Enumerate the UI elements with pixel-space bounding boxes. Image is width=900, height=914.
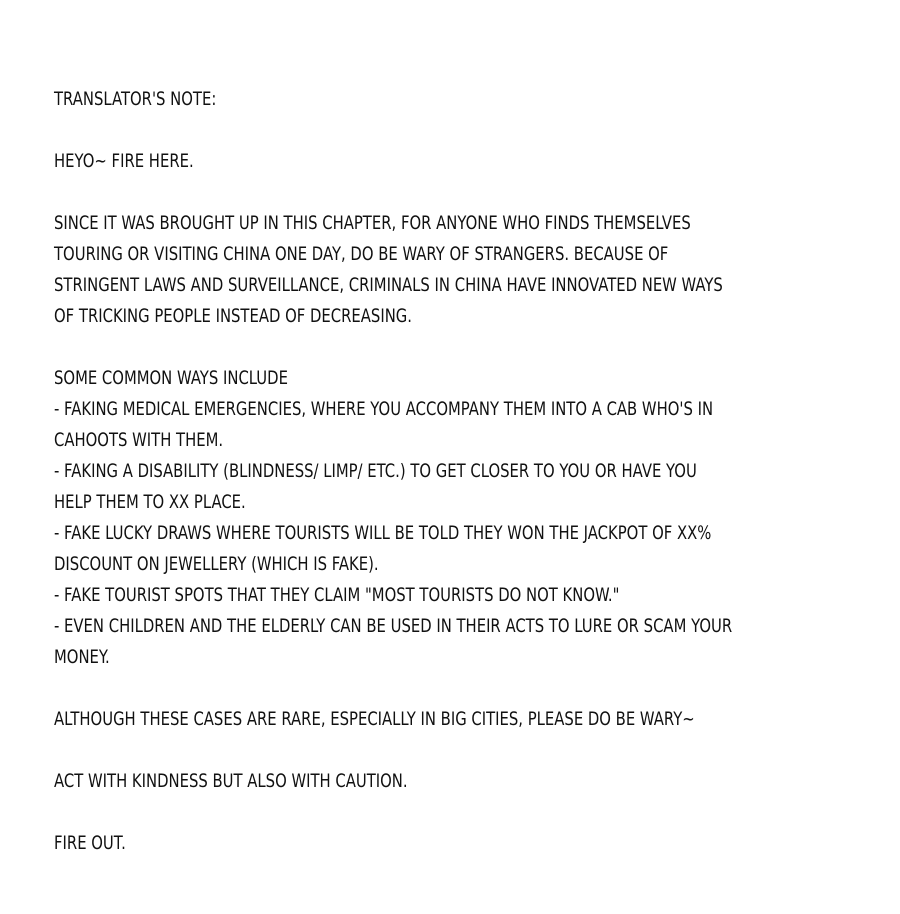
translator-note xyxy=(54,84,733,859)
spacer xyxy=(54,332,678,363)
spacer xyxy=(54,115,678,146)
spacer xyxy=(54,735,678,766)
list-line: HELP THEM TO XX PLACE. xyxy=(54,491,246,513)
paragraph-line: TOURING OR VISITING CHINA ONE DAY, DO BE WARY OF STRANGERS. BECAUSE OF xyxy=(54,243,669,265)
paragraph-line: SINCE IT WAS BROUGHT UP IN THIS CHAPTER, FOR ANYONE WHO FINDS THEMSELVES xyxy=(54,212,691,234)
list-line: DISCOUNT ON JEWELLERY (WHICH IS FAKE). xyxy=(54,553,379,575)
list-line: - FAKING A DISABILITY (BLINDNESS/ LIMP/ ETC.) TO GET CLOSER TO YOU OR HAVE YOU xyxy=(54,460,697,482)
list-line: - FAKING MEDICAL EMERGENCIES, WHERE YOU ACCOMPANY THEM INTO A CAB WHO'S IN xyxy=(54,398,714,420)
note-greeting: HEYO~ FIRE HERE. xyxy=(54,150,194,172)
warning-paragraph xyxy=(54,208,723,332)
list-line: MONEY. xyxy=(54,646,110,668)
paragraph-line: OF TRICKING PEOPLE INSTEAD OF DECREASING. xyxy=(54,305,412,327)
list-line: - EVEN CHILDREN AND THE ELDERLY CAN BE USED IN THEIR ACTS TO LURE OR SCAM YOUR xyxy=(54,615,733,637)
list-line: - FAKE LUCKY DRAWS WHERE TOURISTS WILL BE TOLD THEY WON THE JACKPOT OF XX% xyxy=(54,522,712,544)
list-line: - FAKE TOURIST SPOTS THAT THEY CLAIM "MOST TOURISTS DO NOT KNOW." xyxy=(54,584,620,606)
spacer xyxy=(54,673,678,704)
paragraph-line: STRINGENT LAWS AND SURVEILLANCE, CRIMINALS IN CHINA HAVE INNOVATED NEW WAYS xyxy=(54,274,723,296)
list-line: CAHOOTS WITH THEM. xyxy=(54,429,224,451)
warning-line: ALTHOUGH THESE CASES ARE RARE, ESPECIALLY IN BIG CITIES, PLEASE DO BE WARY~ xyxy=(54,708,695,730)
note-heading: TRANSLATOR'S NOTE: xyxy=(54,88,217,110)
signoff-line: FIRE OUT. xyxy=(54,832,126,854)
scam-list xyxy=(54,394,733,673)
spacer xyxy=(54,177,678,208)
list-intro: SOME COMMON WAYS INCLUDE xyxy=(54,367,288,389)
spacer xyxy=(54,797,678,828)
advice-line: ACT WITH KINDNESS BUT ALSO WITH CAUTION. xyxy=(54,770,408,792)
